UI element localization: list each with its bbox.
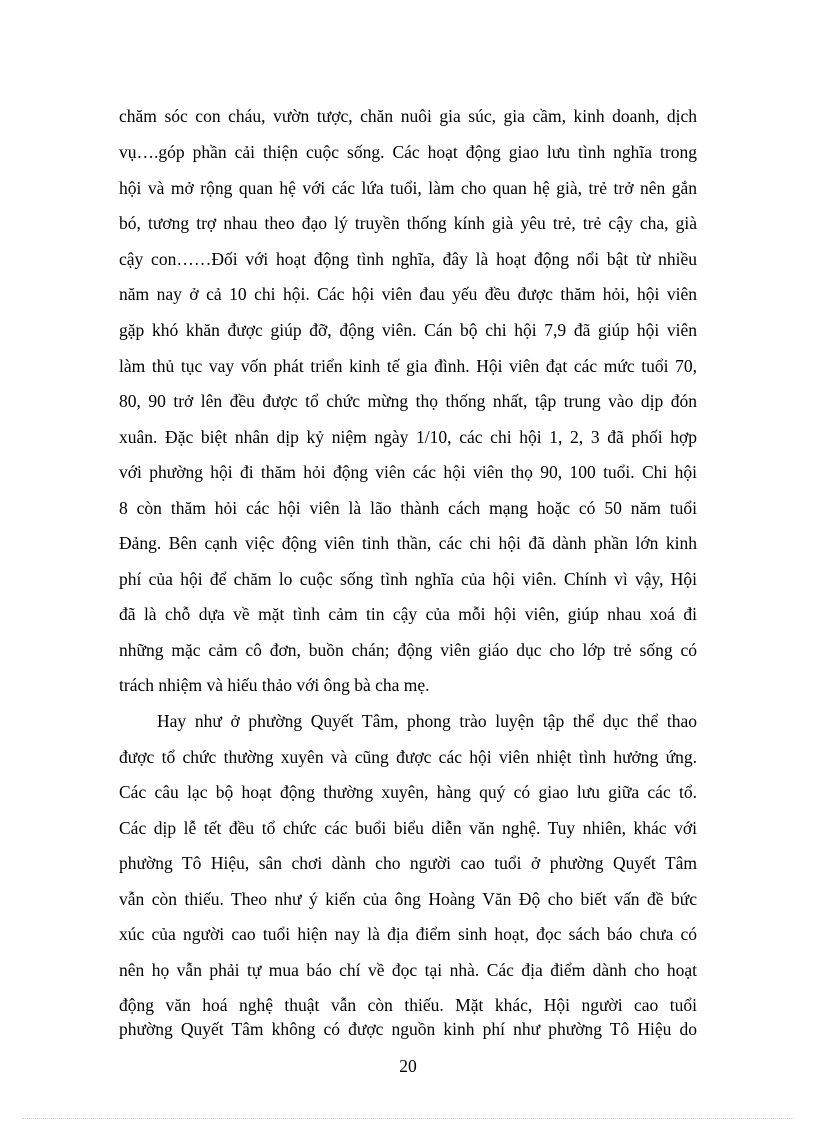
text-line: làm thủ tục vay vốn phát triển kinh tế gia đình. Hội viên đạt các mức tuổi 70, [119,356,697,376]
text-line: 8 còn thăm hỏi các hội viên là lão thành cách mạng hoặc có 50 năm tuổi [119,498,697,518]
text-line: chăm sóc con cháu, vườn tược, chăn nuôi gia súc, gia cầm, kinh doanh, dịch [119,106,697,126]
text-line: Các dịp lễ tết đều tổ chức các buổi biểu diễn văn nghệ. Tuy nhiên, khác với [119,818,697,838]
text-line: với phường hội đi thăm hỏi động viên các hội viên thọ 90, 100 tuổi. Chi hội [119,462,697,482]
text-line: đã là chỗ dựa về mặt tình cảm tin cậy của mỗi hội viên, giúp nhau xoá đi [119,604,697,624]
text-line: phường Tô Hiệu, sân chơi dành cho người cao tuổi ở phường Quyết Tâm [119,853,697,873]
text-line: Các câu lạc bộ hoạt động thường xuyên, hàng quý có giao lưu giữa các tổ. [119,782,697,802]
text-line: được tổ chức thường xuyên và cũng được các hội viên nhiệt tình hưởng ứng. [119,747,697,767]
text-line: nên họ vẫn phải tự mua báo chí về đọc tại nhà. Các địa điểm dành cho hoạt [119,960,697,980]
text-line: xuân. Đặc biệt nhân dịp kỷ niệm ngày 1/10, các chi hội 1, 2, 3 đã phối hợp [119,427,697,447]
page-bottom-divider [22,1118,794,1119]
text-line: phường Quyết Tâm không có được nguồn kinh phí như phường Tô Hiệu do [119,1019,697,1039]
text-line: năm nay ở cả 10 chi hội. Các hội viên đau yếu đều được thăm hỏi, hội viên [119,284,697,304]
text-line: vẫn còn thiếu. Theo như ý kiến của ông Hoàng Văn Độ cho biết vấn đề bức [119,889,697,909]
text-line: trách nhiệm và hiếu thảo với ông bà cha mẹ. [119,675,430,695]
text-line: những mặc cảm cô đơn, buồn chán; động viên giáo dục cho lớp trẻ sống có [119,640,697,660]
text-line: động văn hoá nghệ thuật vẫn còn thiếu. Mặt khác, Hội người cao tuổi [119,995,697,1015]
text-line: bó, tương trợ nhau theo đạo lý truyền thống kính già yêu trẻ, trẻ cậy cha, già [119,213,697,233]
text-line: 80, 90 trở lên đều được tổ chức mừng thọ thống nhất, tập trung vào dịp đón [119,391,697,411]
page-number: 20 [399,1056,417,1076]
text-line: gặp khó khăn được giúp đỡ, động viên. Cán bộ chi hội 7,9 đã giúp hội viên [119,320,697,340]
text-line: vụ….góp phần cải thiện cuộc sống. Các hoạt động giao lưu tình nghĩa trong [119,142,697,162]
text-line: Hay như ở phường Quyết Tâm, phong trào luyện tập thể dục thể thao [157,711,697,731]
text-line: Đảng. Bên cạnh việc động viên tinh thần, các chi hội đã dành phần lớn kinh [119,533,697,553]
text-line: xúc của người cao tuổi hiện nay là địa điểm sinh hoạt, đọc sách báo chưa có [119,924,697,944]
text-line: phí của hội để chăm lo cuộc sống tình nghĩa của hội viên. Chính vì vậy, Hội [119,569,697,589]
text-line: cậy con……Đối với hoạt động tình nghĩa, đây là hoạt động nổi bật từ nhiều [119,249,697,269]
text-line: hội và mở rộng quan hệ với các lứa tuổi, làm cho quan hệ già, trẻ trở nên gắn [119,178,697,198]
